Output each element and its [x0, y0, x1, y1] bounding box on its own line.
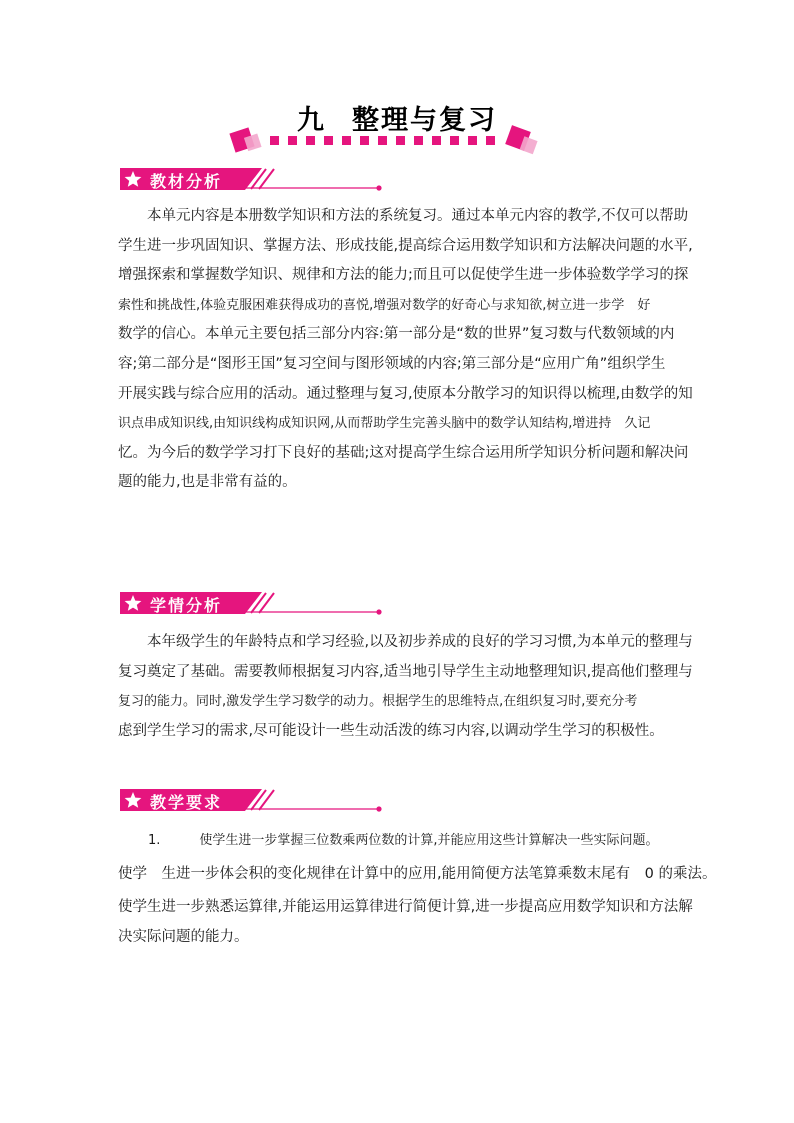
text-line: 题的能力,也是非常有益的。	[118, 474, 297, 491]
text-line: 增强探索和掌握数学知识、规律和方法的能力;而且可以促使学生进一步体验数学学习的探	[118, 267, 689, 284]
section-heading: 学情分析	[150, 596, 223, 615]
text-line: 数学的信心。本单元主要包括三部分内容:第一部分是“数的世界”复习数与代数领域的内	[118, 326, 675, 343]
section-body-textbook-analysis	[118, 202, 693, 498]
section-body-teaching-requirements	[118, 826, 717, 952]
chapter-number: 九	[297, 105, 326, 136]
section-header-student-analysis	[120, 590, 382, 618]
text-line: 复习的能力。同时,激发学生学习数学的动力。根据学生的思维特点,在组织复习时,要充分考	[118, 694, 638, 710]
text-line: 1. 使学生进一步掌握三位数乘两位数的计算,并能应用这些计算解决一些实际问题。	[148, 833, 659, 848]
title-decoration	[228, 124, 544, 156]
text-line: 本单元内容是本册数学知识和方法的系统复习。通过本单元内容的教学,不仅可以帮助	[147, 208, 689, 224]
text-line: 忆。为今后的数学学习打下良好的基础;这对提高学生综合运用所学知识分析问题和解决问	[118, 444, 689, 461]
text-line: 使学 生进一步体会积的变化规律在计算中的应用,能用简便方法笔算乘数末尾有 0 的乘法。	[118, 865, 717, 882]
text-line: 容;第二部分是“图形王国”复习空间与图形领域的内容;第三部分是“应用广角”组织学生	[118, 355, 666, 372]
section-header-textbook-analysis	[120, 166, 382, 194]
chapter-title: 整理与复习	[352, 105, 497, 136]
text-line: 学生进一步巩固知识、掌握方法、形成技能,提高综合运用数学知识和方法解决问题的水平,	[118, 237, 693, 254]
section-heading: 教材分析	[150, 172, 223, 191]
section-heading: 教学要求	[150, 793, 223, 812]
text-line: 决实际问题的能力。	[118, 928, 249, 945]
text-line: 复习奠定了基础。需要教师根据复习内容,适当地引导学生主动地整理知识,提高他们整理与	[118, 663, 693, 680]
section-header-teaching-requirements	[120, 787, 382, 815]
section-body-student-analysis	[118, 628, 693, 746]
text-line: 使学生进一步熟悉运算律,并能运用运算律进行简便计算,进一步提高应用数学知识和方法解	[118, 899, 693, 916]
text-line: 索性和挑战性,体验克服困难获得成功的喜悦,增强对数学的好奇心与求知欲,树立进一步学 好	[118, 297, 651, 313]
text-line: 开展实践与综合应用的活动。通过整理与复习,使原本分散学习的知识得以梳理,由数学的知	[118, 385, 693, 402]
text-line: 虑到学生学习的需求,尽可能设计一些生动活泼的练习内容,以调动学生学习的积极性。	[118, 722, 664, 739]
text-line: 识点串成知识线,由知识线构成知识网,从而帮助学生完善头脑中的数学认知结构,增进持 久记	[118, 416, 651, 432]
text-line: 本年级学生的年龄特点和学习经验,以及初步养成的良好的学习习惯,为本单元的整理与	[147, 634, 693, 650]
